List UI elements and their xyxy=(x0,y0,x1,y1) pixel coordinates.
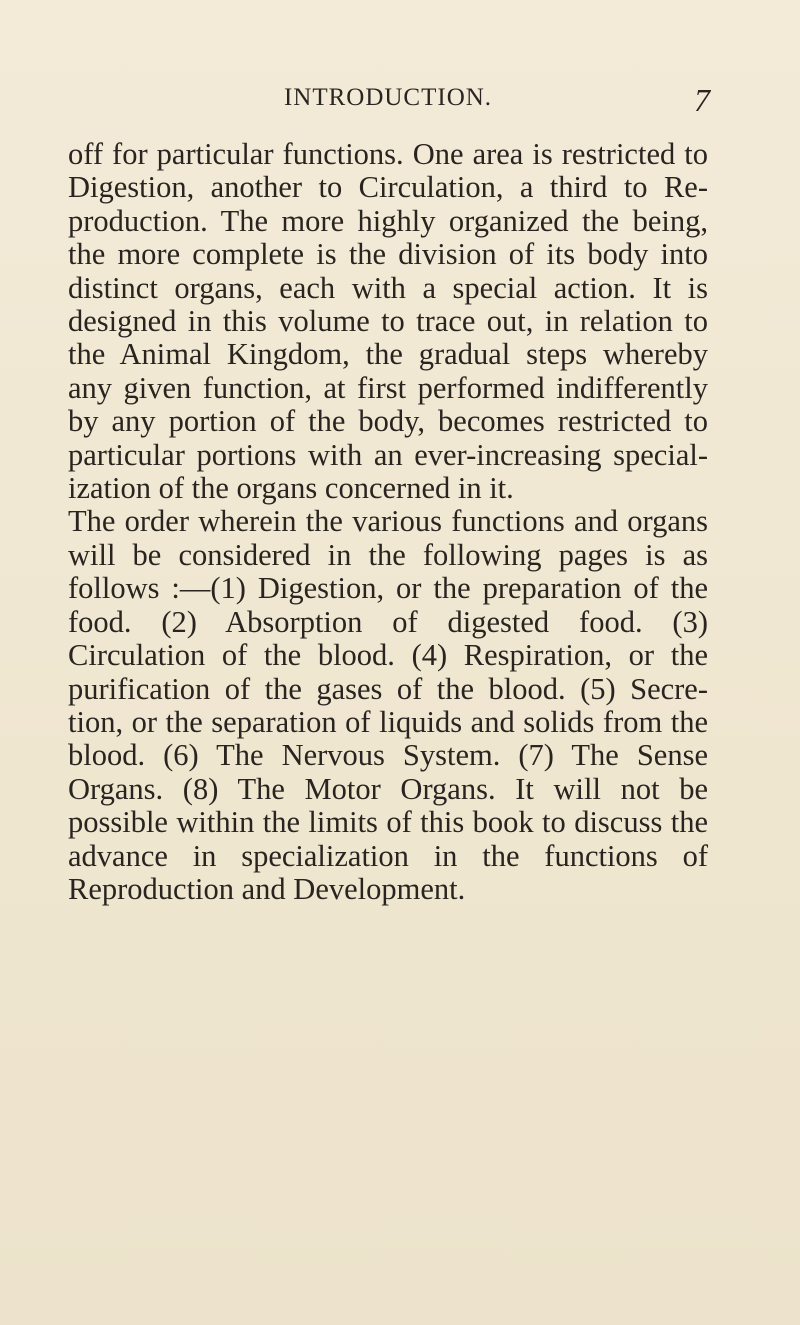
running-head xyxy=(68,84,708,118)
paragraph-1: off for particular functions. One area is restricted to Digestion, another to Circulation, a third to Re-production. The more highly organized the being, the more complete is the division of its body into distinct organs, each with a special action. It is designed in this volume to trace out, in relation to the Animal Kingdom, the gradual steps whereby any given function, at first performed indifferently by any portion of the body, becomes restricted to particular portions with an ever-increasing special-ization of the organs concerned in it. xyxy=(68,137,708,506)
body-text xyxy=(68,138,708,906)
page-number: 7 xyxy=(694,82,710,118)
paragraph-2: The order wherein the various functions and organs will be considered in the following pages is as follows :—(1) Digestion, or the preparation of the food. (2) Absorption of digested food. (3) Circulation of the blood. (4) Respiration, or the purification of the gases of the blood. (5) Secre-tion, or the separation of liquids and solids from the blood. (6) The Nervous System. (7) The Sense Organs. (8) The Motor Organs. It will not be possible within the limits of this book to discuss the advance in specialization in the functions of Reproduction and Development. xyxy=(68,504,708,906)
running-head-title: INTRODUCTION. xyxy=(283,84,493,111)
